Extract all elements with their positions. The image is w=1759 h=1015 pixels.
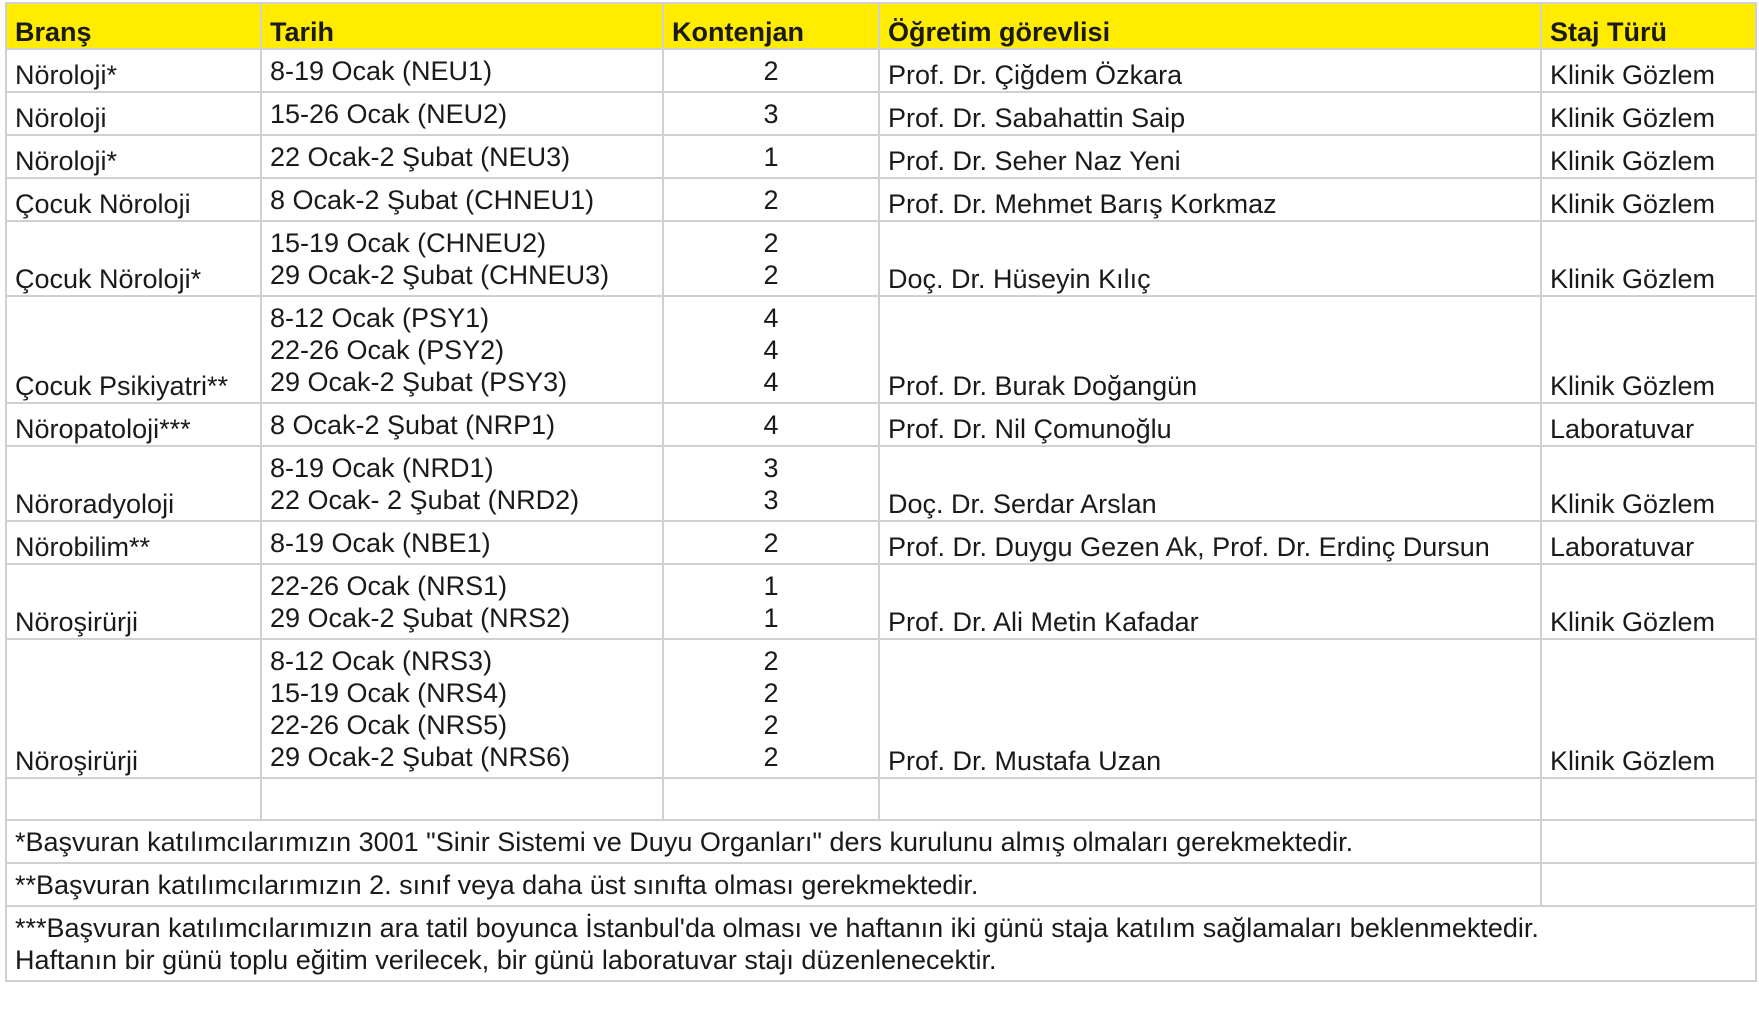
- cell-tarih: [261, 178, 663, 221]
- note-text: *Başvuran katılımcılarımızın 3001 "Sinir Sistemi ve Duyu Organları" ders kurulunu almış olmaları gerekmektedir.: [15, 827, 1354, 857]
- kontenjan-line: 2: [763, 260, 779, 290]
- staj-text: Klinik Gözlem: [1550, 103, 1716, 133]
- kontenjan-line: 3: [763, 99, 779, 129]
- kontenjan-line: 2: [763, 528, 779, 558]
- brans-text: Nöroloji*: [15, 146, 118, 176]
- cell-tarih: [261, 564, 663, 639]
- brans-text: Nöroşirürji: [15, 607, 139, 637]
- note-cell: [6, 906, 1756, 981]
- kontenjan-line: 4: [763, 367, 779, 397]
- cell-ogretim-gorevlisi: [879, 564, 1541, 639]
- cell-tarih: [261, 639, 663, 778]
- tarih-line: 8-19 Ocak (NEU1): [270, 56, 493, 86]
- staj-text: Laboratuvar: [1550, 532, 1695, 562]
- tarih-line: 22 Ocak-2 Şubat (NEU3): [270, 142, 571, 172]
- cell-kontenjan: [663, 49, 879, 92]
- empty-cell: [1541, 778, 1756, 820]
- cell-ogretim-gorevlisi: [879, 221, 1541, 296]
- tarih-line: 29 Ocak-2 Şubat (NRS2): [270, 603, 571, 633]
- cell-ogretim-gorevlisi: [879, 135, 1541, 178]
- tarih-line: 8-12 Ocak (PSY1): [270, 303, 490, 333]
- cell-kontenjan: [663, 135, 879, 178]
- kontenjan-line: 2: [763, 646, 779, 676]
- cell-brans: [6, 221, 261, 296]
- header-kontenjan: Kontenjan: [663, 3, 879, 49]
- cell-brans: [6, 296, 261, 403]
- brans-text: Çocuk Nöroloji*: [15, 264, 202, 294]
- cell-kontenjan: [663, 446, 879, 521]
- cell-brans: [6, 639, 261, 778]
- note-cell: [6, 820, 1541, 863]
- cell-brans: [6, 403, 261, 446]
- tarih-line: 22 Ocak- 2 Şubat (NRD2): [270, 485, 580, 515]
- ogretim-text: Doç. Dr. Serdar Arslan: [888, 489, 1157, 519]
- cell-ogretim-gorevlisi: [879, 639, 1541, 778]
- brans-text: Nöropatoloji***: [15, 414, 191, 444]
- kontenjan-line: 2: [763, 56, 779, 86]
- table-body: [6, 49, 1756, 981]
- kontenjan-line: 1: [763, 142, 779, 172]
- ogretim-text: Prof. Dr. Duygu Gezen Ak, Prof. Dr. Erdinç Dursun: [888, 532, 1490, 562]
- cell-tarih: [261, 135, 663, 178]
- note-row: [6, 906, 1756, 981]
- table-row: [6, 403, 1756, 446]
- header-staj-turu: Staj Türü: [1541, 3, 1756, 49]
- tarih-line: 8 Ocak-2 Şubat (CHNEU1): [270, 185, 595, 215]
- cell-brans: [6, 92, 261, 135]
- cell-tarih: [261, 403, 663, 446]
- note-row: [6, 820, 1756, 863]
- staj-text: Klinik Gözlem: [1550, 746, 1716, 776]
- table-row: [6, 564, 1756, 639]
- cell-kontenjan: [663, 403, 879, 446]
- cell-tarih: [261, 49, 663, 92]
- ogretim-text: Prof. Dr. Ali Metin Kafadar: [888, 607, 1199, 637]
- empty-row: [6, 778, 1756, 820]
- table-row: [6, 178, 1756, 221]
- cell-ogretim-gorevlisi: [879, 446, 1541, 521]
- cell-tarih: [261, 296, 663, 403]
- header-ogretim-gorevlisi: Öğretim görevlisi: [879, 3, 1541, 49]
- cell-brans: [6, 135, 261, 178]
- staj-text: Klinik Gözlem: [1550, 607, 1716, 637]
- kontenjan-line: 4: [763, 303, 779, 333]
- ogretim-text: Prof. Dr. Çiğdem Özkara: [888, 60, 1183, 90]
- ogretim-text: Doç. Dr. Hüseyin Kılıç: [888, 264, 1151, 294]
- empty-cell: [879, 778, 1541, 820]
- tarih-line: 15-19 Ocak (CHNEU2): [270, 228, 547, 258]
- header-brans: Branş: [6, 3, 261, 49]
- ogretim-text: Prof. Dr. Sabahattin Saip: [888, 103, 1186, 133]
- kontenjan-line: 2: [763, 678, 779, 708]
- empty-cell: [6, 778, 261, 820]
- ogretim-text: Prof. Dr. Mustafa Uzan: [888, 746, 1162, 776]
- note-text: **Başvuran katılımcılarımızın 2. sınıf veya daha üst sınıfta olması gerekmektedir.: [15, 870, 979, 900]
- cell-brans: [6, 178, 261, 221]
- cell-staj-turu: [1541, 446, 1756, 521]
- staj-text: Klinik Gözlem: [1550, 371, 1716, 401]
- note-empty-cell: [1541, 820, 1756, 863]
- cell-kontenjan: [663, 296, 879, 403]
- table-row: [6, 135, 1756, 178]
- kontenjan-line: 3: [763, 485, 779, 515]
- cell-staj-turu: [1541, 135, 1756, 178]
- cell-kontenjan: [663, 564, 879, 639]
- kontenjan-line: 2: [763, 710, 779, 740]
- header-tarih: Tarih: [261, 3, 663, 49]
- tarih-line: 8-19 Ocak (NRD1): [270, 453, 494, 483]
- cell-staj-turu: [1541, 296, 1756, 403]
- tarih-line: 22-26 Ocak (PSY2): [270, 335, 505, 365]
- cell-ogretim-gorevlisi: [879, 92, 1541, 135]
- brans-text: Nöroloji: [15, 103, 107, 133]
- brans-text: Nöroloji*: [15, 60, 118, 90]
- cell-brans: [6, 49, 261, 92]
- cell-kontenjan: [663, 521, 879, 564]
- cell-tarih: [261, 92, 663, 135]
- cell-staj-turu: [1541, 178, 1756, 221]
- ogretim-text: Prof. Dr. Seher Naz Yeni: [888, 146, 1181, 176]
- cell-staj-turu: [1541, 92, 1756, 135]
- tarih-line: 22-26 Ocak (NRS5): [270, 710, 508, 740]
- table-row: [6, 639, 1756, 778]
- kontenjan-line: 1: [763, 571, 779, 601]
- kontenjan-line: 2: [763, 185, 779, 215]
- tarih-line: 8 Ocak-2 Şubat (NRP1): [270, 410, 556, 440]
- cell-staj-turu: [1541, 564, 1756, 639]
- tarih-line: 15-19 Ocak (NRS4): [270, 678, 508, 708]
- cell-ogretim-gorevlisi: [879, 403, 1541, 446]
- cell-kontenjan: [663, 639, 879, 778]
- kontenjan-line: 4: [763, 410, 779, 440]
- empty-cell: [261, 778, 663, 820]
- kontenjan-line: 4: [763, 335, 779, 365]
- note-text: ***Başvuran katılımcılarımızın ara tatil boyunca İstanbul'da olması ve haftanın iki günü staja katılım sağlamaları beklenmektedir.: [15, 913, 1539, 943]
- staj-text: Klinik Gözlem: [1550, 189, 1716, 219]
- brans-text: Nörobilim**: [15, 532, 151, 562]
- kontenjan-line: 1: [763, 603, 779, 633]
- brans-text: Nöroradyoloji: [15, 489, 175, 519]
- note-empty-cell: [1541, 863, 1756, 906]
- brans-text: Nöroşirürji: [15, 746, 139, 776]
- empty-cell: [663, 778, 879, 820]
- cell-kontenjan: [663, 178, 879, 221]
- cell-tarih: [261, 521, 663, 564]
- cell-staj-turu: [1541, 221, 1756, 296]
- tarih-line: 15-26 Ocak (NEU2): [270, 99, 508, 129]
- cell-staj-turu: [1541, 639, 1756, 778]
- cell-ogretim-gorevlisi: [879, 296, 1541, 403]
- cell-ogretim-gorevlisi: [879, 521, 1541, 564]
- table-row: [6, 521, 1756, 564]
- internship-table: [5, 2, 1757, 982]
- cell-tarih: [261, 221, 663, 296]
- cell-brans: [6, 446, 261, 521]
- table-row: [6, 92, 1756, 135]
- cell-ogretim-gorevlisi: [879, 178, 1541, 221]
- ogretim-text: Prof. Dr. Nil Çomunoğlu: [888, 414, 1172, 444]
- kontenjan-line: 2: [763, 228, 779, 258]
- tarih-line: 8-12 Ocak (NRS3): [270, 646, 493, 676]
- note-cell: [6, 863, 1541, 906]
- tarih-line: 8-19 Ocak (NBE1): [270, 528, 491, 558]
- staj-text: Klinik Gözlem: [1550, 264, 1716, 294]
- internship-table-container: [5, 2, 1755, 982]
- brans-text: Çocuk Nöroloji: [15, 189, 191, 219]
- cell-ogretim-gorevlisi: [879, 49, 1541, 92]
- tarih-line: 29 Ocak-2 Şubat (PSY3): [270, 367, 568, 397]
- cell-kontenjan: [663, 221, 879, 296]
- note-row: [6, 863, 1756, 906]
- tarih-line: 29 Ocak-2 Şubat (NRS6): [270, 742, 571, 772]
- ogretim-text: Prof. Dr. Mehmet Barış Korkmaz: [888, 189, 1277, 219]
- tarih-line: 29 Ocak-2 Şubat (CHNEU3): [270, 260, 610, 290]
- table-row: [6, 221, 1756, 296]
- cell-brans: [6, 564, 261, 639]
- staj-text: Laboratuvar: [1550, 414, 1695, 444]
- cell-staj-turu: [1541, 403, 1756, 446]
- table-row: [6, 296, 1756, 403]
- brans-text: Çocuk Psikiyatri**: [15, 371, 229, 401]
- note-text: Haftanın bir günü toplu eğitim verilecek, bir günü laboratuvar stajı düzenlenecektir.: [15, 945, 997, 975]
- table-header-row: [6, 3, 1756, 49]
- ogretim-text: Prof. Dr. Burak Doğangün: [888, 371, 1198, 401]
- cell-staj-turu: [1541, 521, 1756, 564]
- cell-staj-turu: [1541, 49, 1756, 92]
- cell-kontenjan: [663, 92, 879, 135]
- table-row: [6, 446, 1756, 521]
- kontenjan-line: 3: [763, 453, 779, 483]
- cell-tarih: [261, 446, 663, 521]
- cell-brans: [6, 521, 261, 564]
- tarih-line: 22-26 Ocak (NRS1): [270, 571, 508, 601]
- staj-text: Klinik Gözlem: [1550, 489, 1716, 519]
- staj-text: Klinik Gözlem: [1550, 60, 1716, 90]
- staj-text: Klinik Gözlem: [1550, 146, 1716, 176]
- kontenjan-line: 2: [763, 742, 779, 772]
- table-row: [6, 49, 1756, 92]
